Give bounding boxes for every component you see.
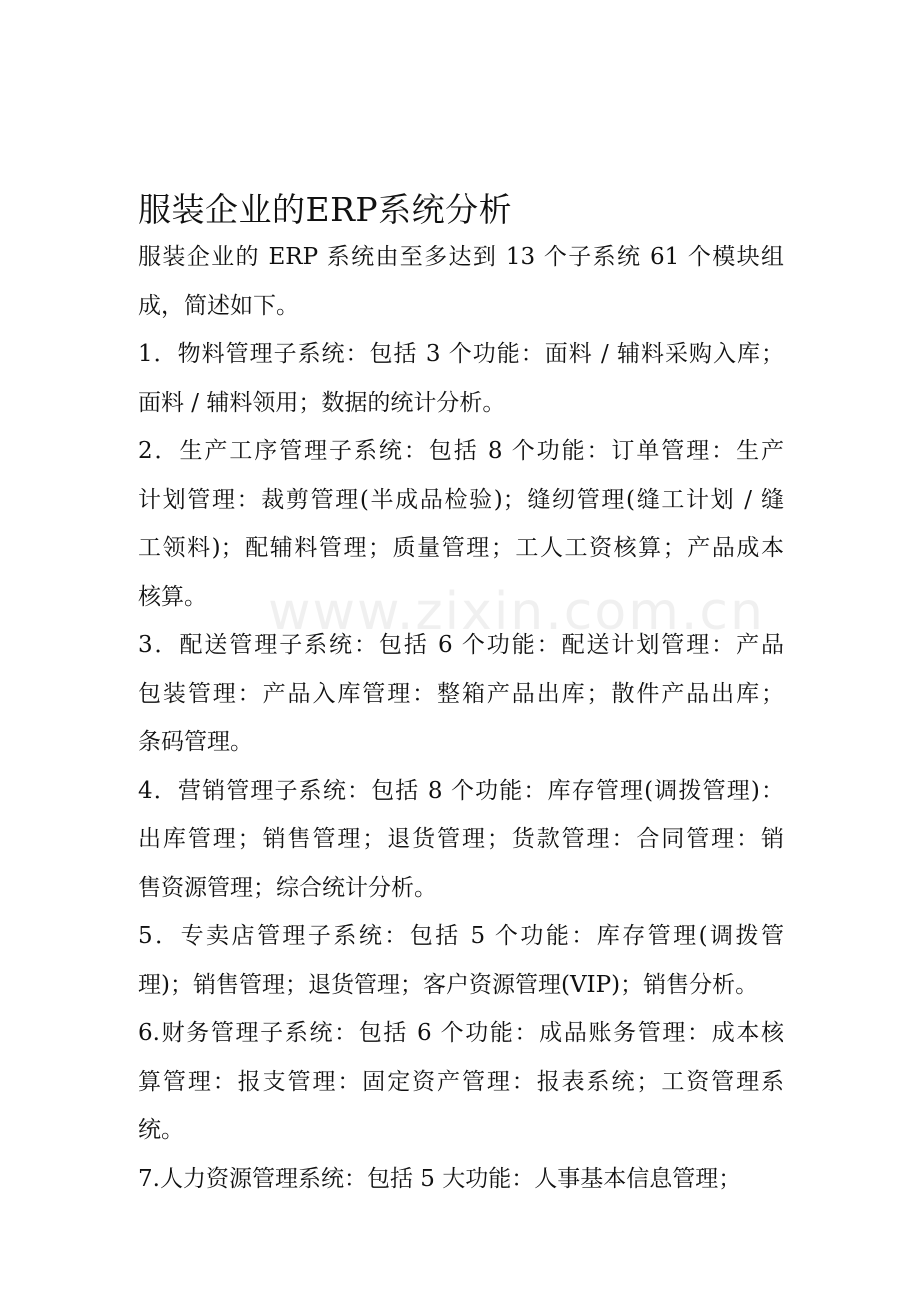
document-body [138,233,784,1203]
paragraph-line: 理)；销售管理；退货管理；客户资源管理(VIP)；销售分析。 [138,971,759,998]
paragraph-line: 7.人力资源管理系统：包括 5 大功能：人事基本信息管理； [138,1165,742,1192]
paragraph-line: 出库管理；销售管理；退货管理；货款管理：合同管理：销 [138,826,784,852]
paragraph-line: 2．生产工序管理子系统：包括 8 个功能：订单管理：生产 [138,438,784,464]
paragraph-line: 条码管理。 [138,729,253,755]
paragraph-material-subsystem [138,330,784,427]
paragraph-line: 1．物料管理子系统：包括 3 个功能：面料 / 辅料采购入库； [138,341,784,367]
paragraph-line: 成，简述如下。 [138,292,299,319]
paragraph-production-subsystem [138,427,784,621]
paragraph-distribution-subsystem [138,621,784,767]
paragraph-line: 统。 [138,1117,184,1143]
paragraph-line: 核算。 [138,583,207,610]
paragraph-line: 工领料)；配辅料管理；质量管理；工人工资核算；产品成本 [138,535,784,561]
paragraph-marketing-subsystem [138,767,784,913]
paragraph-line: 算管理：报支管理：固定资产管理：报表系统；工资管理系 [138,1068,784,1095]
paragraph-line: 面料 / 辅料领用；数据的统计分析。 [138,389,506,416]
paragraph-line: 3．配送管理子系统：包括 6 个功能：配送计划管理：产品 [138,632,784,658]
paragraph-line: 售资源管理；综合统计分析。 [138,874,437,901]
paragraph-line: 6.财务管理子系统：包括 6 个功能：成品账务管理：成本核 [138,1020,784,1046]
paragraph-finance-subsystem [138,1009,784,1155]
paragraph-store-subsystem [138,912,784,1009]
paragraph-line: 4．营销管理子系统：包括 8 个功能：库存管理(调拨管理)： [138,777,784,804]
paragraph-line: 计划管理：裁剪管理(半成品检验)；缝纫管理(缝工计划 / 缝 [138,486,784,513]
paragraph-hr-subsystem [138,1155,784,1204]
paragraph-line: 包装管理：产品入库管理：整箱产品出库；散件产品出库； [138,680,784,707]
paragraph-intro [138,233,784,330]
paragraph-line: 服装企业的 ERP 系统由至多达到 13 个子系统 61 个模块组 [138,244,784,270]
watermark: www.zixin.com.cn [268,582,765,642]
document-title: 服装企业的ERP系统分析 [138,190,513,229]
paragraph-line: 5．专卖店管理子系统：包括 5 个功能：库存管理(调拨管 [138,923,784,949]
